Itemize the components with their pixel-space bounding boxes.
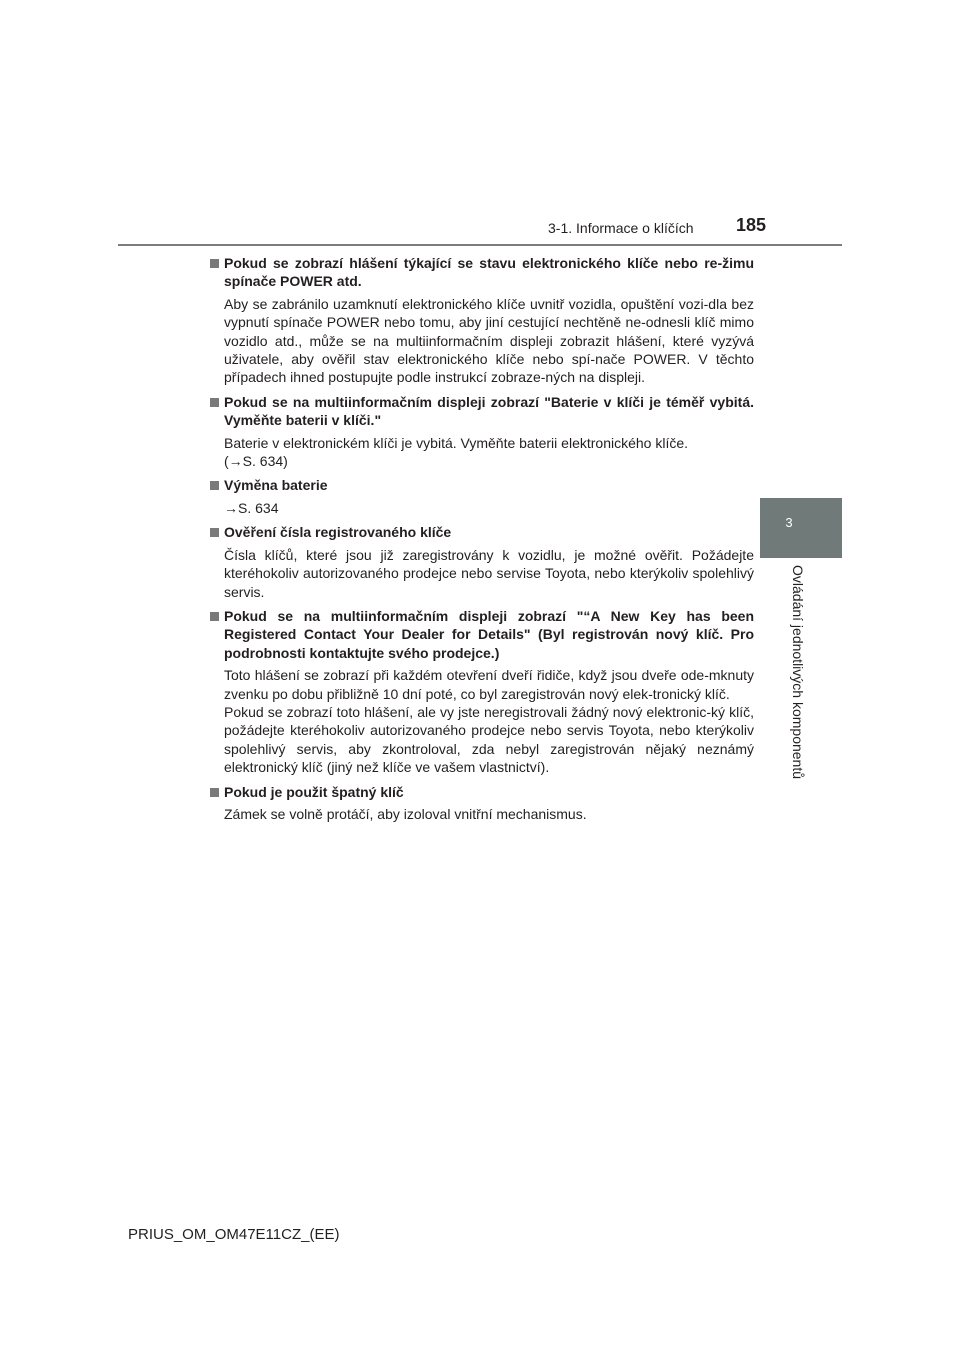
item-body: Aby se zabránilo uzamknutí elektronického klíče uvnitř vozidla, opuštění vozi-dla bez vypnutí spínače POWER nebo tomu, aby jiní cestující nechtěně ne-odnesli klíč mimo vozidlo atd., může se na multiinformačním displeji zobrazit hlášení, které vyzývá uživatele, aby ověřil stav elektronického klíče nebo spí-nače POWER. V těchto případech ihned postupujte podle instrukcí zobraze-ných na displeji.: [224, 295, 754, 386]
square-bullet-icon: [210, 528, 219, 537]
item-heading-text: Pokud se zobrazí hlášení týkající se stavu elektronického klíče nebo re-žimu spínače POWER atd.: [224, 255, 754, 290]
square-bullet-icon: [210, 259, 219, 268]
square-bullet-icon: [210, 612, 219, 621]
list-item: [210, 607, 754, 777]
square-bullet-icon: [210, 481, 219, 490]
page-number: 185: [736, 215, 767, 235]
chapter-title: Ovládání jednotlivých komponentů: [790, 565, 806, 780]
section-title: 3-1. Informace o klíčích: [548, 220, 694, 236]
item-body: Toto hlášení se zobrazí při každém otevření dveří řidiče, když jsou dveře ode-mknuty zvenku po dobu přibližně 10 dní poté, co byl zaregistrován nový elek-tronický klíč. Pokud se zobrazí toto hlášení, ale vy jste neregistrovali žádný nový elektronic-ký klíč, požádejte kteréhokoliv autorizovaného prodejce nebo servis Toyota, nebo kterýkoliv spolehlivý servis, aby zkontroloval, zda nebyl zaregistrován nějaký neznámý elektronický klíč (jiný než klíče ve vašem vlastnictví).: [224, 667, 754, 776]
square-bullet-icon: [210, 788, 219, 797]
item-heading-text: Pokud se na multiinformačním displeji zobrazí "Baterie v klíči je téměř vybitá. Vyměňte baterii v klíči.": [224, 393, 754, 429]
item-heading: [210, 254, 754, 291]
main-content: [210, 254, 754, 829]
list-item: [210, 523, 754, 601]
list-item: [210, 393, 754, 471]
list-item: [210, 254, 754, 387]
item-heading-text: Pokud se na multiinformačním displeji zobrazí "“A New Key has been Registered Contact Your Dealer for Details" (Byl registrován nový klíč. Pro podrobnosti kontaktujte svého prodejce.): [224, 607, 754, 661]
item-heading-text: Výměna baterie: [224, 477, 328, 494]
item-heading-text: Pokud je použit špatný klíč: [224, 783, 404, 800]
item-body: Baterie v elektronickém klíči je vybitá. Vyměňte baterii elektronického klíče. (→S. 634): [224, 434, 689, 470]
item-heading: [210, 523, 754, 541]
list-item: [210, 476, 754, 517]
chapter-number: 3: [785, 515, 793, 530]
chapter-tab: [760, 498, 842, 558]
item-heading: [210, 476, 754, 494]
document-code: PRIUS_OM_OM47E11CZ_(EE): [128, 1226, 340, 1243]
square-bullet-icon: [210, 398, 219, 407]
item-body: Čísla klíčů, které jsou již zaregistrovány k vozidlu, je možné ověřit. Požádejte kteréhokoliv autorizovaného prodejce nebo servise Toyota, nebo kterýkoliv spolehlivý servis.: [224, 546, 754, 600]
item-heading: [210, 393, 754, 430]
item-heading: [210, 607, 754, 662]
item-body: →S. 634: [224, 499, 279, 516]
list-item: [210, 783, 754, 824]
header-divider: [118, 244, 842, 246]
item-heading-text: Ověření čísla registrovaného klíče: [224, 524, 452, 541]
item-heading: [210, 783, 754, 801]
item-body: Zámek se volně protáčí, aby izoloval vnitřní mechanismus.: [224, 805, 587, 822]
